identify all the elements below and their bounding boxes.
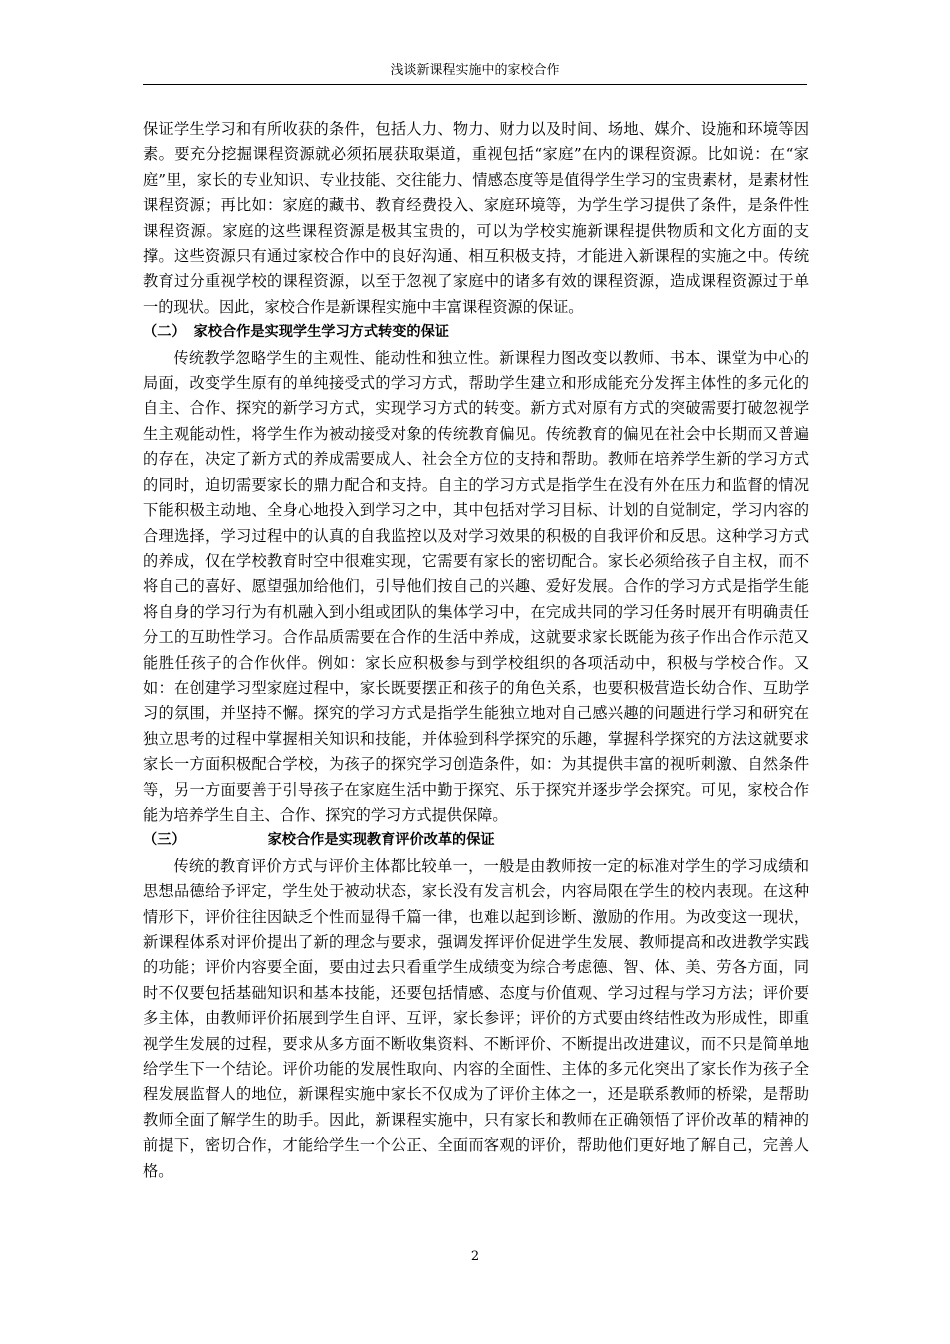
section-title-2: 家校合作是实现学生学习方式转变的保证 (193, 324, 449, 341)
page-number: 2 (470, 1249, 480, 1264)
section-body-2: 传统教学忽略学生的主观性、能动性和独立性。新课程力图改变以教师、书本、课堂为中心的局面，改变学生原有的单纯接受式的学习方式，帮助学生建立和形成能充分发挥主体性的多元化的自主、合作、探究的新学习方式，实现学习方式的转变。新方式对原有方式的突破需要打破忽视学生主观能动性，将学生作为被动接受对象的传统教育偏见。传统教育的偏见在社会中长期而又普遍的存在，决定了新方式的养成需要成人、社会全方位的支持和帮助。教师在培养学生新的学习方式的同时，迫切需要家长的鼎力配合和支持。自主的学习方式是指学生在没有外在压力和监督的情况下能积极主动地、全身心地投入到学习之中，其中包括对学习目标、计划的自觉制定，学习内容的合理选择，学习过程中的认真的自我监控以及对学习效果的积极的自我评价和反思。这种学习方式的养成，仅在学校教育时空中很难实现，它需要有家长的密切配合。家长必须给孩子自主权，而不将自己的喜好、愿望强加给他们，引导他们按自己的兴趣、爱好发展。合作的学习方式是指学生能将自身的学习行为有机融入到小组或团队的集体学习中，在完成共同的学习任务时展开有明确责任分工的互助性学习。合作品质需要在合作的生活中养成，这就要求家长既能为孩子作出合作示范又能胜任孩子的合作伙伴。例如：家长应积极参与到学校组织的各项活动中，积极与学校合作。又如：在创建学习型家庭过程中，家长既要摆正和孩子的角色关系，也要积极营造长幼合作、互助学习的氛围，并坚持不懈。探究的学习方式是指学生能独立地对自己感兴趣的问题进行学习和研究在独立思考的过程中掌握相关知识和技能，并体验到科学探究的乐趣，掌握科学探究的方法这就要求家长一方面积极配合学校，为孩子的探究学习创造条件，如：为其提供丰富的视听刺激、自然条件等，另一方面要善于引导孩子在家庭生活中勤于探究、乐于探究并逐步学会探究。可见，家校合作能为培养学生自主、合作、探究的学习方式提供保障。 (143, 348, 809, 824)
section-body-3: 传统的教育评价方式与评价主体都比较单一，一般是由教师按一定的标准对学生的学习成绩和思想品德给予评定，学生处于被动状态，家长没有发言机会，内容局限在学生的校内表现。在这种情形下，评价往往因缺乏个性而显得千篇一律，也难以起到诊断、激励的作用。为改变这一现状，新课程体系对评价提出了新的理念与要求，强调发挥评价促进学生发展、教师提高和改进教学实践的功能；评价内容要全面，要由过去只看重学生成绩变为综合考虑德、智、体、美、劳各方面，同时不仅要包括基础知识和基本技能，还要包括情感、态度与价值观、学习过程与学习方法；评价要多主体，由教师评价拓展到学生自评、互评，家长参评；评价的方式要由终结性改为形成性，即重视学生发展的过程，要求从多方面不断收集资料、不断评价、不断提出改进建议，而不只是简单地给学生下一个结论。评价功能的发展性取向、内容的全面性、主体的多元化突出了家长作为孩子全程发展监督人的地位，新课程实施中家长不仅成为了评价主体之一，还是联系教师的桥梁，是帮助教师全面了解学生的助手。因此，新课程实施中，只有家长和教师在正确领悟了评价改革的精神的前提下，密切合作，才能给学生一个公正、全面而客观的评价，帮助他们更好地了解自己，完善人格。 (143, 856, 809, 1180)
section-heading-3 (143, 828, 809, 853)
document-body (143, 117, 809, 1184)
intro-paragraph: 保证学生学习和有所收获的条件，包括人力、物力、财力以及时间、场地、媒介、设施和环境等因素。要充分挖掘课程资源就必须拓展获取渠道，重视包括“家庭”在内的课程资源。比如说：在“家庭”里，家长的专业知识、专业技能、交往能力、情感态度等是值得学生学习的宝贵素材，是素材性课程资源；再比如：家庭的藏书、教育经费投入、家庭环境等，为学生学习提供了条件，是条件性课程资源。家庭的这些课程资源是极其宝贵的，可以为学校实施新课程提供物质和文化方面的支撑。这些资源只有通过家校合作中的良好沟通、相互积极支持，才能进入新课程的实施之中。传统教育过分重视学校的课程资源，以至于忽视了家庭中的诸多有效的课程资源，造成课程资源过于单一的现状。因此，家校合作是新课程实施中丰富课程资源的保证。 (143, 120, 809, 316)
section-number-3: （三） (143, 832, 186, 849)
section-number-2: （二） (143, 324, 186, 341)
running-header: 浅谈新课程实施中的家校合作 (390, 63, 560, 78)
header-divider (143, 84, 807, 85)
section-heading-2 (143, 320, 809, 345)
section-title-3: 家校合作是实现教育评价改革的保证 (267, 832, 495, 849)
